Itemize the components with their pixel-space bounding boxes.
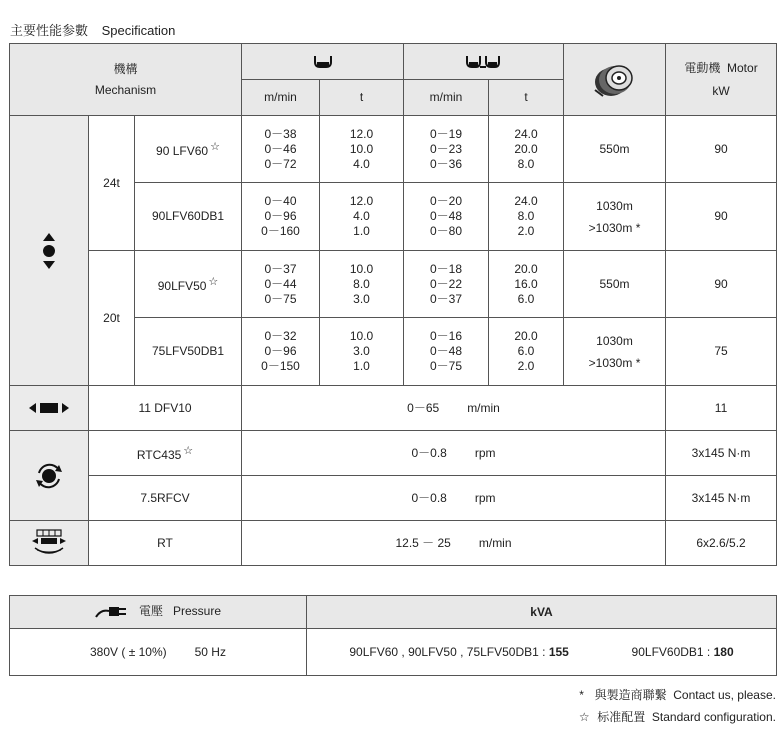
model-name: 90LFV50 [157,278,207,293]
voltage: 380V ( ± 10%) [90,645,167,659]
motor-kw: 75 [666,318,777,386]
rotation-range-2: 0－0.8 rpm [242,476,666,521]
motor-en: Motor [727,60,758,75]
hoist-mechanism-cell [10,116,89,386]
rotation-icon [34,461,64,491]
speed-col-2: m/min [404,80,489,116]
model-cell [135,116,242,183]
kva-models-b: 90LFV60DB1 : [631,645,711,659]
hoist-updown-icon [40,231,58,271]
footnote-standard: ☆ 标准配置 Standard configuration. [578,710,776,724]
kva-models-a: 90LFV60 , 90LFV50 , 75LFV50DB1 : [349,645,546,659]
kva-header: kVA [307,596,777,629]
speed-values: 0－37 0－44 0－75 [242,251,320,318]
title-en: Specification [101,23,176,38]
rotation-range-1: 0－0.8 rpm [242,431,666,476]
speed-col-1: m/min [242,80,320,116]
speed-values: 0－32 0－96 0－150 [242,318,320,386]
double-hoist-icon [464,54,504,70]
footnotes [575,684,776,728]
speed-values-2: 0－16 0－48 0－75 [404,318,489,386]
frequency: 50 Hz [194,645,226,659]
model-name: 90LFV60DB1 [151,209,225,223]
travel-range: 12.5 － 25 m/min [242,521,666,566]
single-hoist-icon [312,54,334,70]
rotation-model-1: RTC435 ☆ [89,431,242,476]
rope-length: 1030m >1030m * [564,183,666,251]
traverse-mechanism-cell [10,386,89,431]
double-hook-header [404,44,564,80]
mechanism-header [10,44,242,116]
rotation-model-2: 7.5RFCV [89,476,242,521]
pressure-zh: 電壓 [138,604,163,619]
speed-values-2: 0－18 0－22 0－37 [404,251,489,318]
kva-values [307,629,777,676]
footnote-contact: * 與製造商聯繫 Contact us, please. [579,688,776,702]
load-col-2: t [489,80,564,116]
load-values-2: 24.0 20.0 8.0 [489,116,564,183]
motor-header [666,44,777,116]
star-mark: ☆ [208,275,219,288]
plug-icon [95,603,129,619]
star-mark: ☆ [210,140,220,153]
rotation-kw-2: 3x145 N·m [666,476,777,521]
group-24t: 24t [89,116,135,251]
model-cell [135,251,242,318]
star-mark: ☆ [183,444,194,457]
speed-values-2: 0－20 0－48 0－80 [404,183,489,251]
traverse-icon [27,401,71,415]
model-name: 90 LFV60 [156,143,209,158]
rope-length: 550m [564,116,666,183]
travel-icon [29,528,69,558]
mechanism-zh: 機構 [113,61,138,76]
load-values: 10.0 8.0 3.0 [320,251,404,318]
load-values-2: 24.0 8.0 2.0 [489,183,564,251]
rotation-mechanism-cell [10,431,89,521]
motor-unit: kW [712,83,730,98]
group-20t: 20t [89,251,135,386]
load-values: 12.0 4.0 1.0 [320,183,404,251]
travel-kw: 6x2.6/5.2 [666,521,777,566]
load-values-2: 20.0 16.0 6.0 [489,251,564,318]
model-cell [135,183,242,251]
motor-kw: 90 [666,183,777,251]
rope-drum-header [564,44,666,116]
travel-mechanism-cell [10,521,89,566]
traverse-model: 11 DFV10 [89,386,242,431]
motor-kw: 90 [666,251,777,318]
rope-drum-icon [589,60,641,100]
load-values-2: 20.0 6.0 2.0 [489,318,564,386]
pressure-header [10,596,307,629]
model-name: 75LFV50DB1 [151,344,225,358]
rotation-kw-1: 3x145 N·m [666,431,777,476]
travel-model: RT [89,521,242,566]
page-title [10,20,175,39]
power-table [9,595,777,676]
spec-table [9,43,777,566]
motor-kw: 90 [666,116,777,183]
title-zh: 主要性能参數 [10,23,89,38]
motor-zh: 電動機 [684,60,721,75]
speed-values: 0－38 0－46 0－72 [242,116,320,183]
voltage-cell [10,629,307,676]
load-values: 12.0 10.0 4.0 [320,116,404,183]
load-col-1: t [320,80,404,116]
kva-value-a: 155 [548,645,569,659]
speed-values: 0－40 0－96 0－160 [242,183,320,251]
model-cell [135,318,242,386]
pressure-en: Pressure [172,603,222,618]
kva-value-b: 180 [713,645,734,659]
load-values: 10.0 3.0 1.0 [320,318,404,386]
single-hook-header [242,44,404,80]
traverse-kw: 11 [666,386,777,431]
traverse-range: 0－65 m/min [242,386,666,431]
speed-values-2: 0－19 0－23 0－36 [404,116,489,183]
rope-length: 550m [564,251,666,318]
rope-length: 1030m >1030m * [564,318,666,386]
mechanism-en: Mechanism [94,82,157,97]
